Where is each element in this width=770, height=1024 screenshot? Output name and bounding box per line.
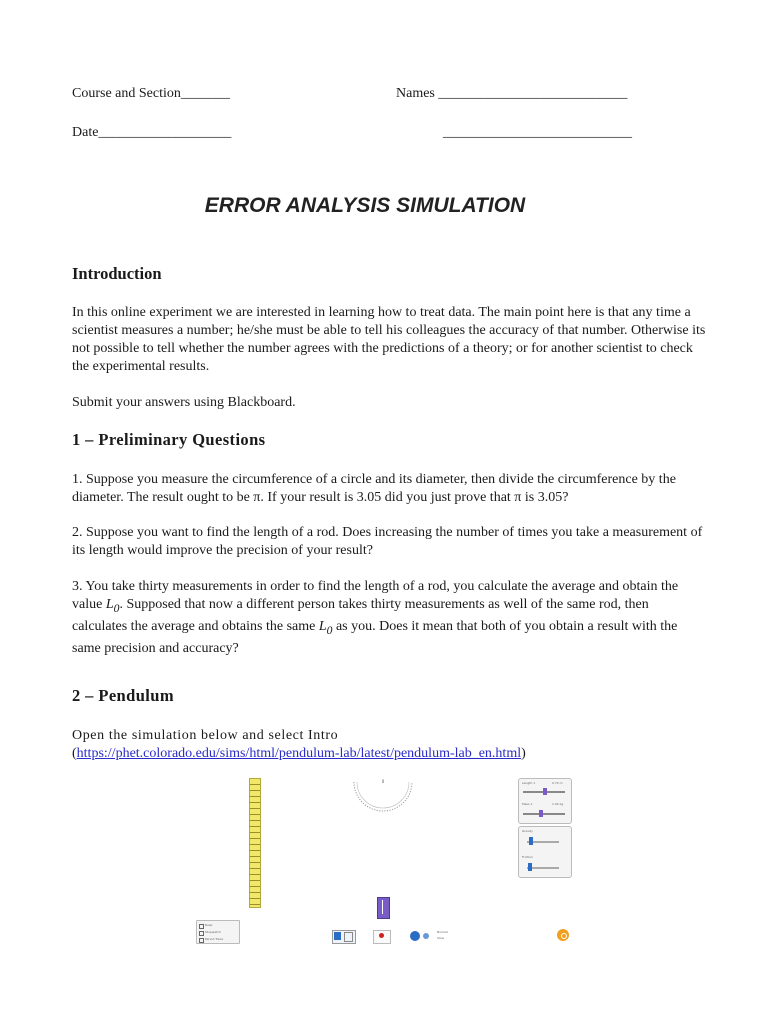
length-slider[interactable]: [543, 788, 547, 795]
length-mass-panel: [518, 778, 572, 824]
ruler-option[interactable]: Ruler: [205, 923, 213, 927]
link-open-paren: (: [72, 746, 77, 761]
pendulum-heading: 2 – Pendulum: [72, 686, 174, 705]
friction-slider[interactable]: [528, 863, 532, 871]
friction-label: Friction: [522, 855, 533, 859]
normal-speed-option[interactable]: Normal: [437, 930, 448, 934]
introduction-text: In this online experiment we are interested in learning how to treat data. The main point here is that any time a scientist measures a number; he/she must be able to tell his colleagues the accuracy of that number. Otherwise its not possible to tell whether the number agrees with the predictions of a theory; or for another scientist to check the experimental results.: [72, 305, 706, 374]
introduction-heading: Introduction: [72, 264, 162, 283]
link-close-paren: ): [521, 746, 526, 761]
submit-note: [72, 394, 712, 412]
period-trace-checkbox[interactable]: [199, 938, 204, 943]
ruler-checkbox[interactable]: [199, 924, 204, 929]
pendulum-mass-marker: [382, 900, 383, 914]
question-3-part-c: as you. Does it mean that both of you obtain a result with the same precision and accuracy?: [72, 618, 678, 656]
question-3: [72, 578, 704, 658]
length-label: Length 1: [522, 781, 536, 785]
slow-speed-option[interactable]: Slow: [437, 936, 445, 940]
names-field-second-line: ___________________________: [443, 125, 632, 140]
record-icon[interactable]: [379, 933, 384, 938]
tools-checklist: [196, 920, 240, 944]
document-title: ERROR ANALYSIS SIMULATION: [204, 194, 526, 217]
variable-l0: [105, 597, 120, 615]
period-trace-option[interactable]: Period Trace: [205, 937, 224, 941]
pendulum-instruction: Open the simulation below and select Intro: [72, 728, 339, 743]
variable-subscript: 0: [113, 601, 120, 615]
protractor-icon: [348, 776, 418, 816]
protractor-label: 0: [381, 779, 385, 784]
variable-letter: L: [105, 597, 114, 612]
mass-slider-track: [523, 813, 565, 815]
simulation-link[interactable]: https://phet.colorado.edu/sims/html/pendulum-lab/latest/pendulum-lab_en.html: [76, 746, 522, 761]
preliminary-questions-heading: 1 – Preliminary Questions: [72, 430, 266, 449]
mass-value: 1.00 kg: [552, 802, 564, 806]
mass-slider[interactable]: [539, 810, 543, 817]
length-value: 0.70 m: [552, 781, 563, 785]
date-field: Date___________________: [72, 125, 232, 140]
question-1: [72, 471, 712, 507]
question-1-text: 1. Suppose you measure the circumference of a circle and its diameter, then divide the circumference by the diameter. The result ought to be π. If your result is 3.05 did you just prove that π is 3.05?: [72, 472, 676, 505]
pendulum-link-line: [72, 745, 712, 763]
gravity-label: Gravity: [522, 829, 533, 833]
course-section-field: Course and Section_______: [72, 86, 230, 101]
question-2: [72, 524, 712, 560]
question-3-part-a: 3. You take thirty measurements in order to find the length of a rod, you calculate the average and obtain the value: [72, 579, 679, 612]
pendulum-mass[interactable]: [377, 897, 390, 919]
stopwatch-checkbox[interactable]: [199, 931, 204, 936]
play-button[interactable]: [410, 931, 420, 941]
mass-label: Mass 1: [522, 802, 533, 806]
ruler-tool[interactable]: [249, 778, 261, 908]
reset-icon-arrow: [561, 933, 567, 939]
stopwatch-tool-icon[interactable]: [344, 932, 353, 942]
question-3-text: [72, 578, 704, 658]
variable-letter-repeat: L: [318, 618, 327, 634]
introduction-paragraph: [72, 304, 712, 376]
step-button[interactable]: [423, 933, 429, 939]
gravity-friction-panel: [518, 826, 572, 878]
names-field: Names ___________________________: [396, 86, 628, 101]
submit-text: Submit your answers using Blackboard.: [72, 395, 296, 410]
ruler-tool-icon[interactable]: [334, 932, 341, 940]
variable-l0-repeat: [318, 618, 333, 637]
gravity-slider[interactable]: [529, 837, 533, 845]
question-2-text: 2. Suppose you want to find the length of a rod. Does increasing the number of times you take a measurement of its length would improve the precision of your result?: [72, 525, 703, 558]
question-3-part-b: . Supposed that now a different person takes thirty measurements as well of the same rod, then calculates the average and obtains the same: [72, 597, 649, 634]
variable-subscript-repeat: 0: [326, 623, 333, 637]
stopwatch-option[interactable]: Stopwatch: [205, 930, 221, 934]
